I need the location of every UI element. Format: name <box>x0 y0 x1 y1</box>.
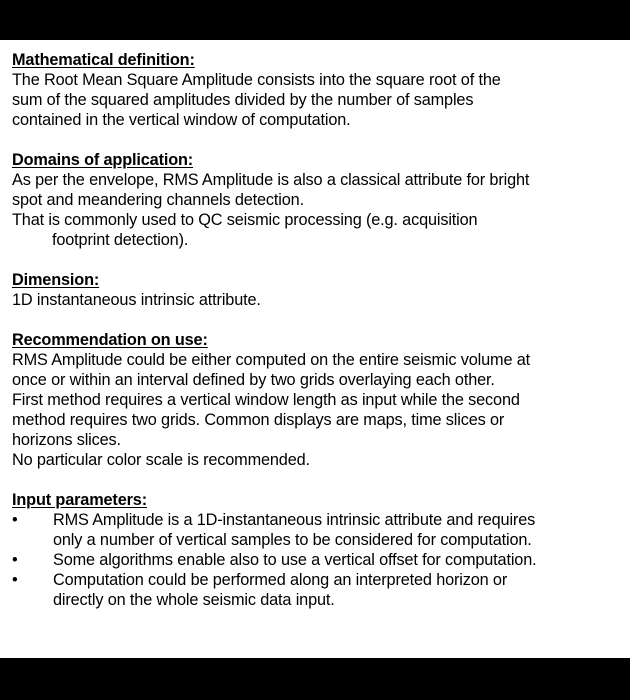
text-line: RMS Amplitude is a 1D-instantaneous intrinsic attribute and requires <box>53 511 536 529</box>
section-domains <box>12 150 624 250</box>
section-dimension <box>12 270 624 310</box>
text-line: sum of the squared amplitudes divided by the number of samples <box>12 91 474 109</box>
text-line: directly on the whole seismic data input. <box>53 591 335 609</box>
text-line: Computation could be performed along an interpreted horizon or <box>53 571 508 589</box>
text-line: 1D instantaneous intrinsic attribute. <box>12 291 261 309</box>
section-heading: Recommendation on use: <box>12 331 208 349</box>
text-line: As per the envelope, RMS Amplitude is also a classical attribute for bright <box>12 171 530 189</box>
document-page <box>0 40 630 658</box>
bullet-list <box>12 510 624 610</box>
bullet-icon: • <box>12 551 18 569</box>
text-line: only a number of vertical samples to be considered for computation. <box>53 531 532 549</box>
list-item <box>12 570 624 610</box>
text-line: Some algorithms enable also to use a vertical offset for computation. <box>53 551 537 569</box>
list-item <box>12 510 624 550</box>
list-item <box>12 550 624 570</box>
text-line: spot and meandering channels detection. <box>12 191 304 209</box>
text-line: contained in the vertical window of computation. <box>12 111 351 129</box>
bottom-black-bar <box>0 658 630 700</box>
top-black-bar <box>0 0 630 40</box>
text-line: The Root Mean Square Amplitude consists into the square root of the <box>12 71 501 89</box>
text-line: method requires two grids. Common displays are maps, time slices or <box>12 411 505 429</box>
text-line: horizons slices. <box>12 431 121 449</box>
section-input <box>12 490 624 610</box>
text-line: That is commonly used to QC seismic processing (e.g. acquisition <box>12 211 478 229</box>
text-line: First method requires a vertical window length as input while the second <box>12 391 520 409</box>
section-heading: Dimension: <box>12 271 100 289</box>
bullet-icon: • <box>12 571 18 589</box>
section-heading: Mathematical definition: <box>12 51 195 69</box>
section-heading: Domains of application: <box>12 151 194 169</box>
bullet-icon: • <box>12 511 18 529</box>
section-math <box>12 50 624 130</box>
text-line: once or within an interval defined by two grids overlaying each other. <box>12 371 495 389</box>
text-line: footprint detection). <box>52 231 189 249</box>
text-line: RMS Amplitude could be either computed on the entire seismic volume at <box>12 351 531 369</box>
section-heading: Input parameters: <box>12 491 147 509</box>
text-line: No particular color scale is recommended. <box>12 451 310 469</box>
document-content <box>12 50 624 630</box>
section-recommendation <box>12 330 624 470</box>
